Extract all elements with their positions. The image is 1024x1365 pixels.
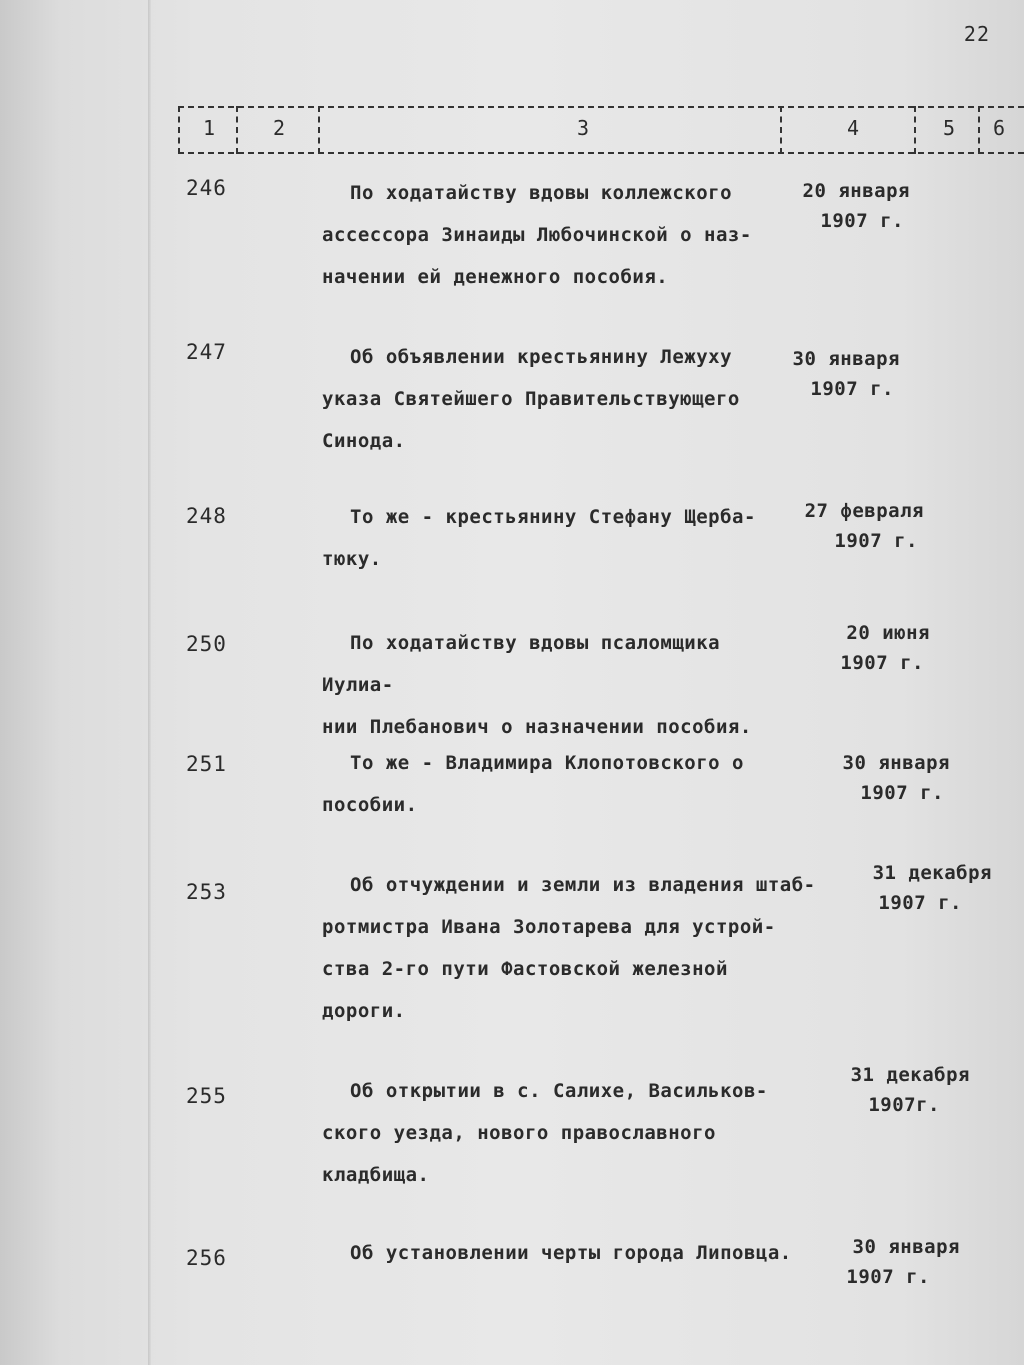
entry-date-day: 31 декабря (850, 1064, 970, 1086)
entry-description (322, 864, 842, 1032)
entry-date (800, 1232, 960, 1292)
entry-line: ротмистра Ивана Золотарева для устрой- (322, 916, 776, 938)
header-separator (978, 106, 980, 154)
entry-line: ского уезда, нового православного (322, 1122, 716, 1144)
entry-line: ассессора Зинаиды Любочинской о наз- (322, 224, 752, 246)
entry-line: нии Плебанович о назначении пособия. (322, 716, 752, 738)
entry-line: дороги. (322, 1000, 406, 1022)
entry-description (322, 172, 792, 298)
entry-date-year: 1907г. (868, 1094, 940, 1116)
entry-number: 246 (186, 176, 227, 200)
header-bottom-rule (178, 152, 1024, 154)
header-col-6: 6 (992, 116, 1006, 140)
entry-date-year: 1907 г. (820, 210, 904, 232)
entry-date-day: 20 января (802, 180, 910, 202)
header-col-2: 2 (272, 116, 286, 140)
entry-line: указа Святейшего Правительствующего (322, 388, 740, 410)
entry-description (322, 1232, 822, 1274)
entry-number: 253 (186, 880, 227, 904)
entry-date (810, 1060, 970, 1120)
entry-line: начении ей денежного пособия. (322, 266, 669, 288)
column-header-row (178, 106, 1024, 154)
header-separator (318, 106, 320, 154)
entry-date (764, 496, 924, 556)
entry-description (322, 336, 792, 462)
entry-line: пособии. (322, 794, 418, 816)
entry-number: 248 (186, 504, 227, 528)
entry-date-year: 1907 г. (846, 1266, 930, 1288)
entry-date-day: 31 декабря (872, 862, 992, 884)
header-separator (780, 106, 782, 154)
entry-number: 251 (186, 752, 227, 776)
page-number: 22 (963, 22, 990, 46)
entry-number: 256 (186, 1246, 227, 1270)
entry-date-year: 1907 г. (810, 378, 894, 400)
entry-line: То же - крестьянину Стефану Щерба- (350, 506, 756, 528)
entry-date-year: 1907 г. (834, 530, 918, 552)
entry-line: По ходатайству вдовы псаломщика Иулиа- (322, 632, 721, 696)
entry-date-day: 30 января (792, 348, 900, 370)
entry-number: 250 (186, 632, 227, 656)
entry-date (790, 748, 950, 808)
entry-date (740, 344, 900, 404)
header-col-5: 5 (942, 116, 956, 140)
entry-date-day: 20 июня (846, 622, 930, 644)
entry-date-year: 1907 г. (878, 892, 962, 914)
entry-line: Об установлении черты города Липовца. (350, 1242, 792, 1264)
header-separator (178, 106, 180, 154)
entry-line: кладбища. (322, 1164, 430, 1186)
entry-line: То же - Владимира Клопотовского о (350, 752, 744, 774)
entry-number: 247 (186, 340, 227, 364)
entry-line: Об объявлении крестьянину Лежуху (350, 346, 733, 368)
entry-date-year: 1907 г. (860, 782, 944, 804)
entry-description (322, 742, 792, 826)
page-fold-shadow (148, 0, 151, 1365)
entry-line: ства 2-го пути Фастовской железной (322, 958, 728, 980)
entry-date (832, 858, 992, 918)
entry-line: Об отчуждении и земли из владения штаб- (350, 874, 816, 896)
entry-line: Об открытии в с. Салихе, Васильков- (350, 1080, 768, 1102)
header-top-rule (178, 106, 1024, 108)
entry-date (750, 176, 910, 236)
entry-description (322, 622, 792, 748)
entry-number: 255 (186, 1084, 227, 1108)
entry-date-day: 27 февраля (804, 500, 924, 522)
entry-description (322, 1070, 792, 1196)
header-separator (914, 106, 916, 154)
header-col-4: 4 (846, 116, 860, 140)
entry-date-day: 30 января (852, 1236, 960, 1258)
header-col-3: 3 (576, 116, 590, 140)
entry-line: Синода. (322, 430, 406, 452)
entry-date-year: 1907 г. (840, 652, 924, 674)
entry-date (770, 618, 930, 678)
entry-description (322, 496, 792, 580)
header-separator (236, 106, 238, 154)
entry-line: По ходатайству вдовы коллежского (350, 182, 733, 204)
header-col-1: 1 (202, 116, 216, 140)
entry-line: тюку. (322, 548, 382, 570)
entry-date-day: 30 января (842, 752, 950, 774)
